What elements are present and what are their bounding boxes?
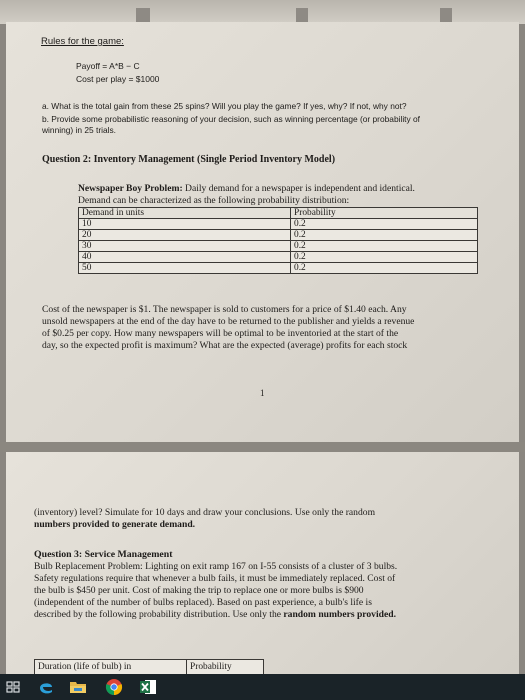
continuation-line2: numbers provided to generate demand. [34,519,196,530]
bulb-paragraph-line4: (independent of the number of bulbs replaced). Based on past experience, a bulb's life is [34,597,372,608]
duration-table [34,659,264,675]
demand-cell: 50 [79,263,291,274]
cost-paragraph-line1: Cost of the newspaper is $1. The newspaper is sold to customers for a price of $1.40 each. Any [42,304,407,315]
cost-paragraph-line4: day, so the expected profit is maximum? What are the expected (average) profits for each stock [42,340,408,351]
excel-icon[interactable] [138,678,158,696]
bulb-line5-text: described by the following probability distribution. Use only the [34,609,284,620]
probability-cell: 0.2 [291,230,478,241]
probability-cell: 0.2 [291,219,478,230]
question-a: a. What is the total gain from these 25 spins? Will you play the game? If yes, why? If not, why not? [42,101,407,111]
demand-cell: 40 [79,252,291,263]
probability-cell: 0.2 [291,263,478,274]
question-2-heading: Question 2: Inventory Management (Single Period Inventory Model) [42,154,336,165]
document-page-1 [6,22,519,442]
probability-header: Probability [291,208,478,219]
demand-table [78,207,478,274]
bulb-paragraph-line3: the bulb is $450 per unit. Cost of making the trip to replace one or more bulbs is $900 [34,585,364,596]
bulb-line5-bold: random numbers provided. [283,609,396,620]
page-number: 1 [260,388,265,398]
table-row [79,219,478,230]
rules-heading: Rules for the game: [41,36,124,47]
newsboy-intro [78,184,415,194]
probability-cell: 0.2 [291,241,478,252]
demand-cell: 10 [79,219,291,230]
table-row [79,241,478,252]
duration-header: Duration (life of bulb) in [35,660,187,675]
continuation-line1: (inventory) level? Simulate for 10 days and draw your conclusions. Use only the random [34,507,376,518]
taskbar [0,674,525,700]
cost-paragraph-line3: of $0.25 per copy. How many newspapers will be optimal to be inventoried at the start of the [42,328,399,339]
question-3-heading: Question 3: Service Management [34,549,173,560]
table-header-row [35,660,264,675]
table-row [79,230,478,241]
bulb-paragraph-line5 [34,610,396,620]
newsboy-line2: Demand can be characterized as the following probability distribution: [78,195,350,206]
edge-icon[interactable] [36,678,56,696]
bulb-paragraph-line2: Safety regulations require that whenever a bulb fails, it must be immediately replaced. Cost of [34,573,396,584]
cost-per-play: Cost per play = $1000 [76,74,160,84]
chrome-icon[interactable] [104,678,124,696]
newsboy-text: Daily demand for a newspaper is independent and identical. [182,183,415,194]
demand-header: Demand in units [79,208,291,219]
top-background [0,0,525,24]
file-explorer-icon[interactable] [68,678,88,696]
table-header-row [79,208,478,219]
demand-cell: 20 [79,230,291,241]
question-b-line1: b. Provide some probabilistic reasoning of your decision, such as winning percentage (or probability of [42,114,421,124]
document-page-2 [6,452,519,674]
page-gap [0,442,525,452]
task-view-icon[interactable] [4,678,22,696]
cost-paragraph-line2: unsold newspapers at the end of the day have to be returned to the publisher and yields a revenue [42,316,415,327]
probability-header: Probability [187,660,264,675]
question-b-line2: winning) in 25 trials. [42,125,117,135]
demand-cell: 30 [79,241,291,252]
newsboy-title: Newspaper Boy Problem: [78,183,183,194]
table-row [79,263,478,274]
probability-cell: 0.2 [291,252,478,263]
payoff-formula: Payoff = A*B − C [76,61,140,71]
table-row [79,252,478,263]
bulb-paragraph-line1: Bulb Replacement Problem: Lighting on exit ramp 167 on I-55 consists of a cluster of 3 bulbs. [34,561,398,572]
